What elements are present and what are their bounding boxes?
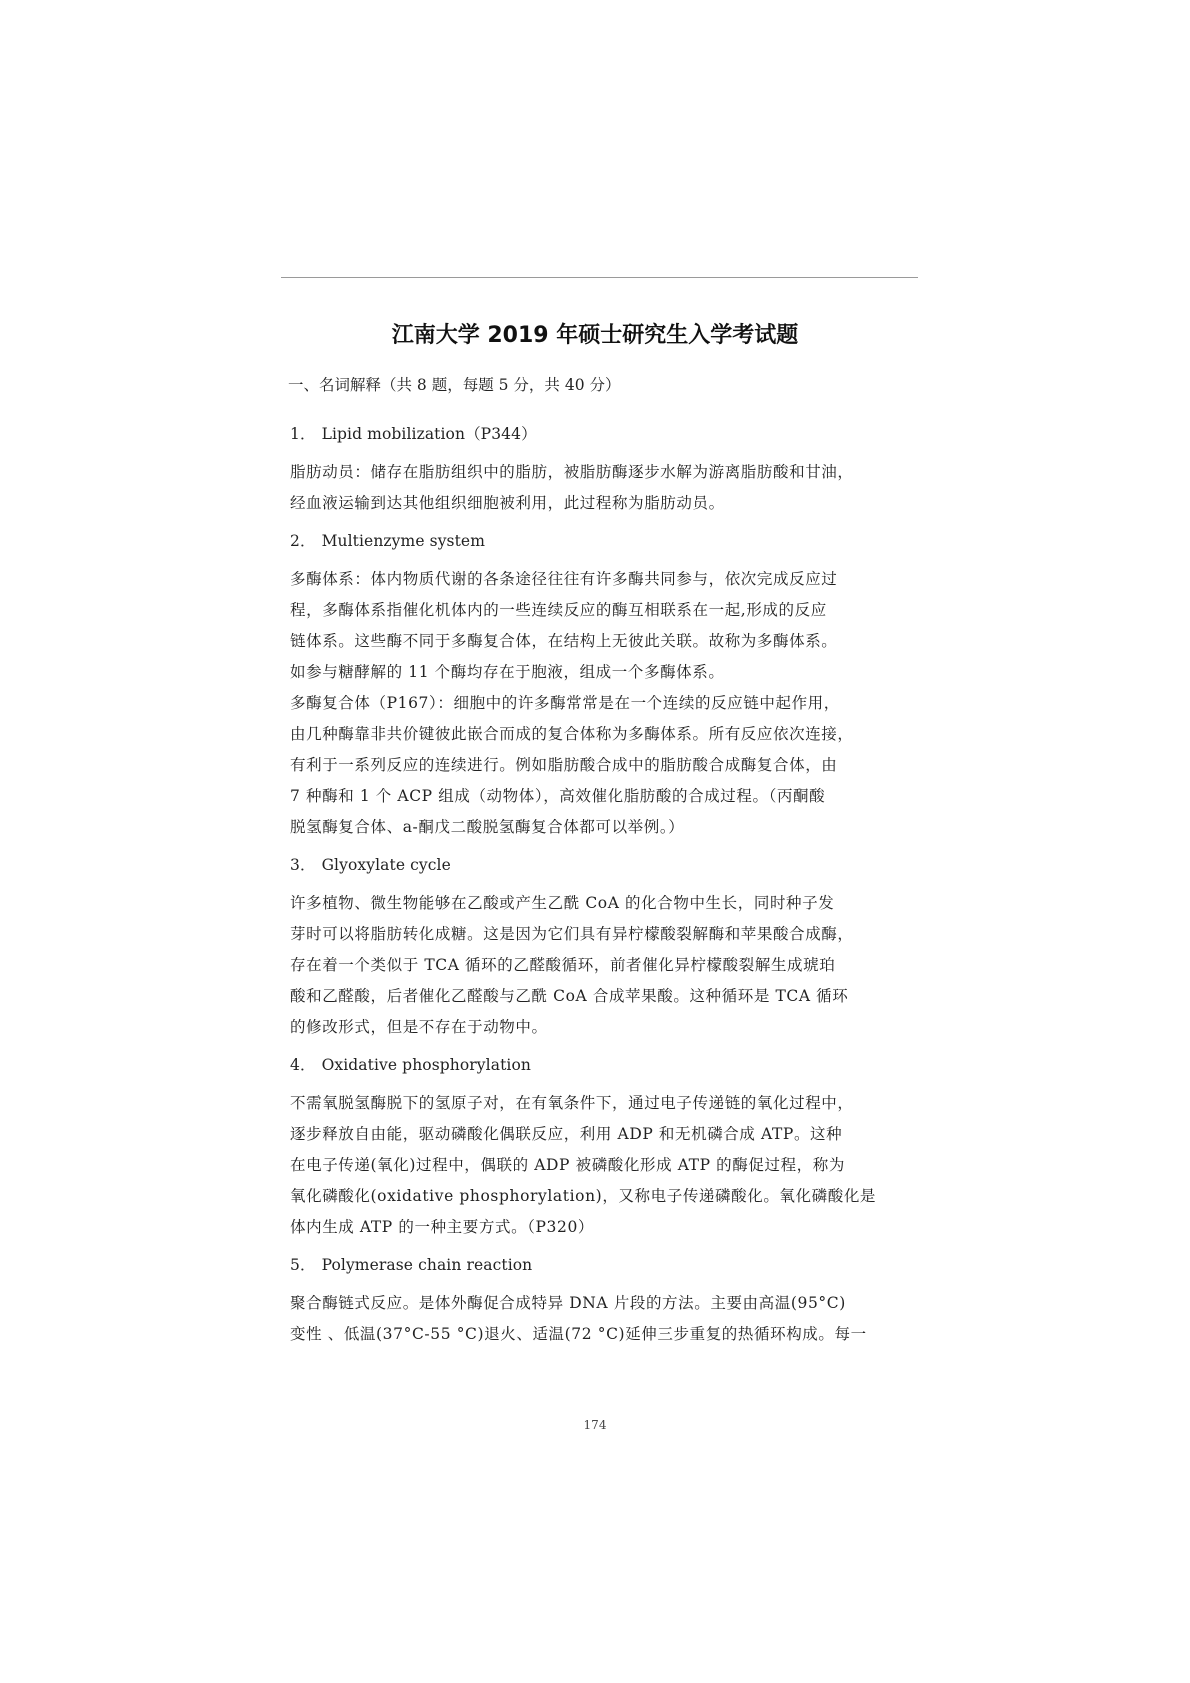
answer-line: 酸和乙醛酸，后者催化乙醛酸与乙酰 CoA 合成苹果酸。这种循环是 TCA 循环 [290,987,849,1005]
answer-line: 经血液运输到达其他组织细胞被利用，此过程称为脂肪动员。 [290,494,725,512]
answer-line: 体内生成 ATP 的一种主要方式。（P320） [290,1218,595,1236]
page-title: 江南大学 2019 年硕士研究生入学考试题 [391,323,799,348]
answer-line: 链体系。这些酶不同于多酶复合体，在结构上无彼此关联。故称为多酶体系。 [290,632,838,650]
answer-line: 由几种酶靠非共价键彼此嵌合而成的复合体称为多酶体系。所有反应依次连接， [290,725,854,743]
answer-line: 存在着一个类似于 TCA 循环的乙醛酸循环，前者催化异柠檬酸裂解生成琥珀 [290,956,836,974]
question-item [290,527,930,843]
answer-line: 程，多酶体系指催化机体内的一些连续反应的酶互相联系在一起,形成的反应 [290,601,827,619]
question-item [290,420,930,519]
answer-line: 有利于一系列反应的连续进行。例如脂肪酸合成中的脂肪酸合成酶复合体，由 [290,756,838,774]
question-heading [290,420,930,448]
question-number: 2． [290,532,316,550]
answer-line: 的修改形式，但是不存在于动物中。 [290,1018,548,1036]
question-heading [290,851,930,879]
section-heading: 一、名词解释（共 8 题，每题 5 分，共 40 分） [288,376,621,394]
question-heading [290,1251,930,1279]
question-item [290,1251,930,1350]
question-heading [290,1051,930,1079]
answer-line: 脱氢酶复合体、a-酮戊二酸脱氢酶复合体都可以举例。） [290,818,685,836]
question-term: Lipid mobilization（P344） [321,425,537,443]
question-item [290,1051,930,1243]
answer-line: 多酶复合体（P167）：细胞中的许多酶常常是在一个连续的反应链中起作用， [290,694,840,712]
answer-line: 氧化磷酸化(oxidative phosphorylation)，又称电子传递磷酸化。氧化磷酸化是 [290,1187,877,1205]
question-number: 5． [290,1256,316,1274]
question-item [290,851,930,1043]
header-rule [281,277,918,278]
answer-line: 脂肪动员：储存在脂肪组织中的脂肪，被脂肪酶逐步水解为游离脂肪酸和甘油， [290,463,854,481]
question-number: 3． [290,856,316,874]
answer-line: 7 种酶和 1 个 ACP 组成（动物体），高效催化脂肪酸的合成过程。（丙酮酸 [290,787,826,805]
answer-line: 芽时可以将脂肪转化成糖。这是因为它们具有异柠檬酸裂解酶和苹果酸合成酶， [290,925,854,943]
answer-line: 许多植物、微生物能够在乙酸或产生乙酰 CoA 的化合物中生长，同时种子发 [290,894,835,912]
answer-line: 如参与糖酵解的 11 个酶均存在于胞液，组成一个多酶体系。 [290,663,725,681]
page-number: 174 [583,1418,607,1432]
question-term: Multienzyme system [321,532,485,550]
answer-line: 聚合酶链式反应。是体外酶促合成特异 DNA 片段的方法。主要由高温(95°C) [290,1294,846,1312]
question-term: Oxidative phosphorylation [321,1056,531,1074]
answer-line: 逐步释放自由能，驱动磷酸化偶联反应，利用 ADP 和无机磷合成 ATP。这种 [290,1125,843,1143]
answer-line: 多酶体系：体内物质代谢的各条途径往往有许多酶共同参与，依次完成反应过 [290,570,838,588]
question-term: Glyoxylate cycle [321,856,451,874]
question-number: 1． [290,425,316,443]
question-heading [290,527,930,555]
question-term: Polymerase chain reaction [321,1256,533,1274]
question-list [290,420,930,1358]
answer-line: 不需氧脱氢酶脱下的氢原子对，在有氧条件下，通过电子传递链的氧化过程中， [290,1094,854,1112]
question-number: 4． [290,1056,316,1074]
answer-line: 在电子传递(氧化)过程中，偶联的 ADP 被磷酸化形成 ATP 的酶促过程，称为 [290,1156,845,1174]
answer-line: 变性 、低温(37°C-55 °C)退火、适温(72 °C)延伸三步重复的热循环构成。每一 [290,1325,867,1343]
